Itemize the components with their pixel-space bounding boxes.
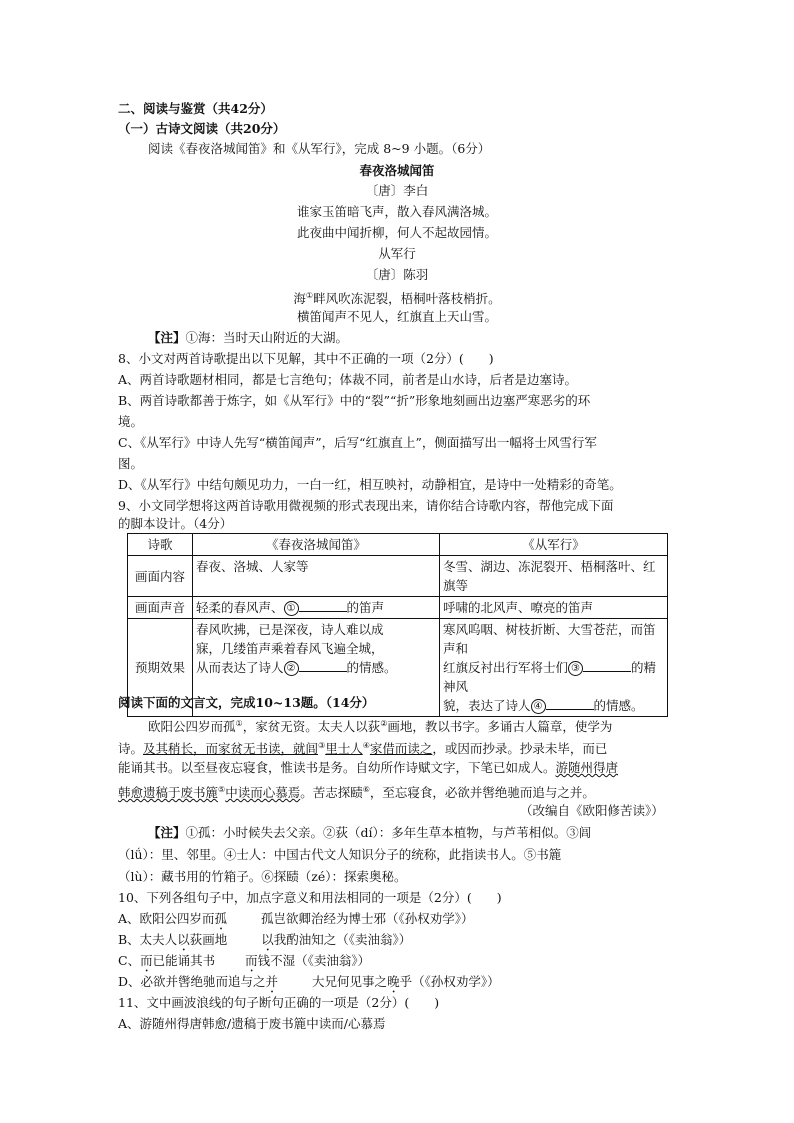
passage-line: 欧阳公四岁而孤①，家贫无资。太夫人以荻②画地，教以书字。多诵古人篇章，使学为 bbox=[148, 719, 613, 735]
q8-option-b-cont: 境。 bbox=[118, 414, 144, 429]
answer-blank-3[interactable] bbox=[583, 659, 631, 672]
sub-title: （一）古诗文阅读（共20分） bbox=[118, 121, 286, 136]
q11-stem: 11、文中画波浪线的句子断句正确的一项是（2分）( ) bbox=[118, 995, 440, 1010]
q11-option-a: A、游随州得唐韩愈/遗稿于废书簏中读而/心慕焉 bbox=[118, 1016, 386, 1031]
table-row: 画面内容 春夜、洛城、人家等 冬雪、湖边、冻泥裂开、梧桐落叶、红旗等 bbox=[128, 556, 668, 597]
passage-source: （改编自《欧阳修苦读》） bbox=[520, 803, 664, 818]
passage-line: 诗。及其稍长，而家贫无书读，就闾③里士人④家借而读之，或因而抄录。抄录未毕，而已 bbox=[118, 741, 608, 757]
note2-cont: （lǘ）：里、邻里。④士人：中国古代文人知识分子的统称，此指读书人。⑤书簏 bbox=[118, 847, 562, 862]
note2-cont: （lù）：藏书用的竹箱子。⑥探赜（zé）：探索奥秘。 bbox=[118, 869, 407, 884]
poem1-line2: 此夜曲中闻折柳，何人不起故园情。 bbox=[296, 225, 497, 240]
q10-stem: 10、下列各组句子中，加点字意义和用法相同的一项是（2分）( ) bbox=[118, 890, 502, 905]
table-row: 预期效果 春风吹拂，已是深夜，诗人难以成 寐，几缕笛声乘着春风飞遍全城， 从而表达了诗人 ② 的情感。 寒风呜咽、树枝折断、大雪苍茫，而笛声和 红旗反衬出行军将士们 ③ 的精神风 貌，表达了诗人 ④ 的情感。 bbox=[128, 619, 668, 717]
poem2-author: 〔唐〕陈羽 bbox=[365, 267, 429, 282]
q10-option-c: C、而已能诵其书 而钱不湿（《卖油翁》） bbox=[118, 953, 371, 968]
script-table bbox=[127, 533, 668, 717]
poem1-line1: 谁家玉笛暗飞声，散入春风满洛城。 bbox=[296, 204, 497, 219]
poem1-title: 春夜洛城闻笛 bbox=[359, 163, 435, 178]
answer-blank-4[interactable] bbox=[546, 697, 594, 710]
q10-option-b: B、太夫人以荻画地 以我酌油知之（《卖油翁》） bbox=[118, 932, 412, 947]
answer-blank-2[interactable] bbox=[299, 659, 347, 672]
answer-blank-1[interactable] bbox=[299, 599, 347, 612]
intro: 阅读《春夜洛城闻笛》和《从军行》，完成 8~9 小题。（6分） bbox=[148, 141, 491, 156]
q8-stem: 8、小文对两首诗歌提出以下见解，其中不正确的一项（2分）( ) bbox=[118, 351, 494, 366]
passage-line: 韩愈遗稿于废书簏⑤中读而心慕焉。苦志探赜⑥，至忘寝食，必欲并辔绝驰而追与之并。 bbox=[118, 785, 595, 801]
poem2-line2: 横笛闻声不见人，红旗直上天山雪。 bbox=[296, 309, 497, 324]
q10-option-d: D、必欲并辔绝驰而追与之并 大兄何见事之晚乎（《孙权劝学》） bbox=[118, 974, 500, 989]
note1: 【注】①海：当时天山附近的大湖。 bbox=[148, 330, 349, 345]
table-header: 《从军行》 bbox=[440, 534, 668, 556]
table-header: 诗歌 bbox=[128, 534, 193, 556]
q8-option-a: A、两首诗歌题材相同，都是七言绝句；体裁不同，前者是山水诗，后者是边塞诗。 bbox=[118, 372, 578, 387]
table-row: 画面声音 轻柔的春风声、 ① 的笛声 呼啸的北风声、嘹亮的笛声 bbox=[128, 597, 668, 619]
q8-option-c-cont: 图。 bbox=[118, 456, 144, 471]
q9-stem: 9、小文同学想将这两首诗歌用微视频的形式表现出来，请你结合诗歌内容，帮他完成下面 bbox=[118, 498, 614, 513]
poem2-line1: 海①畔风吹冻泥裂，梧桐叶落枝梢折。 bbox=[293, 291, 501, 307]
q10-option-a: A、欧阳公四岁而孤 孤岂欲卿治经为博士邪（《孙权劝学》） bbox=[118, 911, 474, 926]
q9-stem-cont: 的脚本设计。（4分） bbox=[118, 516, 233, 531]
note2: 【注】①孤：小时候失去父亲。②荻（dí）：多年生草本植物，与芦苇相似。③闾 bbox=[148, 825, 592, 840]
poem2-title: 从军行 bbox=[378, 246, 416, 261]
q8-option-d: D、《从军行》中结句颇见功力，一白一红，相互映衬，动静相宜，是诗中一处精彩的奇笔。 bbox=[118, 477, 622, 492]
q8-option-c: C、《从军行》中诗人先写“横笛闻声”，后写“红旗直上”，侧面描写出一幅将士风雪行军 bbox=[118, 435, 597, 450]
table-header: 《春夜洛城闻笛》 bbox=[193, 534, 440, 556]
q8-option-b: B、两首诗歌都善于炼字，如《从军行》中的“裂”“折”形象地刻画出边塞严寒恶劣的环 bbox=[118, 393, 591, 408]
section-title: 二、阅读与鉴赏（共42分） bbox=[118, 101, 273, 116]
passage-line: 能诵其书。以至昼夜忘寝食，惟读书是务。自幼所作诗赋文字，下笔已如成人。游随州得唐 bbox=[118, 760, 619, 775]
passage-heading: 阅读下面的文言文，完成10~13题。（14分） bbox=[118, 695, 375, 710]
poem1-author: 〔唐〕李白 bbox=[365, 183, 429, 198]
